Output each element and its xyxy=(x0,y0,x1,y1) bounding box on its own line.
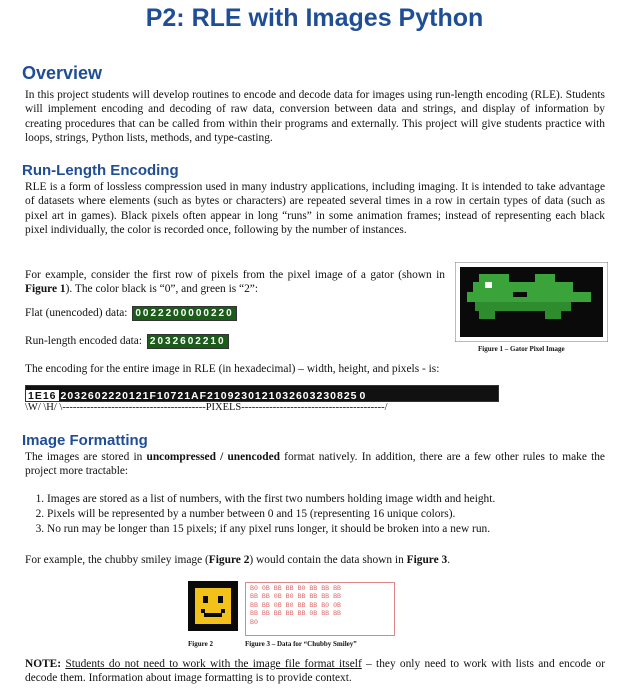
chubby-smiley-image xyxy=(188,581,238,631)
rle-heading: Run-Length Encoding xyxy=(22,162,179,179)
rule-item: 2. Pixels will be represented by a number between 0 and 15 (representing 16 unique colors). xyxy=(47,507,607,522)
encoding-legend: \W/ \H/ \-----------------------------------------PIXELS-----------------------------------------/ xyxy=(25,402,388,413)
hex-row: BB BB BB BB BB 0B BB BB xyxy=(250,610,342,618)
hex-width-height: 1E16 xyxy=(28,390,57,402)
gator-example-intro: For example, consider the first row of pixels from the pixel image of a gator (shown in Figure 1). The color black is “0”, and green is “2”: xyxy=(25,269,445,296)
gator-pixel-image xyxy=(455,262,608,342)
hex-encoding-strip: 1E16 2032602220121F10721AF2109230121032603230825 0 xyxy=(25,385,499,402)
hex-row: BB BB 0B B0 BB BB BB BB xyxy=(250,593,342,601)
formatting-heading: Image Formatting xyxy=(22,432,148,449)
overview-body: In this project students will develop routines to encode and decode data for images using run-length encoding (RLE). Students will implement encoding and decoding of raw data, conversion between data and strings, and display of information by creating procedures that can be called from within their programs and externally. This project will give students practice with loops, strings, Python lists, methods, and type-casting. xyxy=(25,89,605,144)
smiley-example-intro: For example, the chubby smiley image (Figure 2) would contain the data shown in Figure 3. xyxy=(25,554,451,566)
flat-data-row: Flat (unencoded) data: 0022200000220 xyxy=(25,306,237,321)
hex-row: B0 xyxy=(250,618,258,626)
formatting-body: The images are stored in uncompressed / unencoded format natively. In addition, there are a few other rules to make the project more tractable: xyxy=(25,451,605,478)
hex-pixel-data: 2032602220121F10721AF2109230121032603230825 xyxy=(60,390,358,402)
smiley-hex-data xyxy=(245,582,395,636)
figure2-caption: Figure 2 xyxy=(188,640,213,648)
figure3-caption: Figure 3 – Data for “Chubby Smiley” xyxy=(245,640,357,648)
flat-data-cells: 0022200000220 xyxy=(132,306,236,321)
rule-item: 3. No run may be longer than 15 pixels; if any pixel runs longer, it should be broken into a new run. xyxy=(47,522,607,537)
rle-data-cells: 2032602210 xyxy=(147,334,229,349)
hex-row: B0 0B BB BB B0 BB BB BB xyxy=(250,585,342,592)
rle-data-row: Run-length encoded data: 2032602210 xyxy=(25,334,229,349)
rle-body: RLE is a form of lossless compression used in many industry applications, including imaging. It is intended to take advantage of datasets where elements (such as bytes or characters) are repeated several times in a row in certain types of data (such as pixel art in games). Black pixels often appear in long “runs” in some animation frames; instead of representing each black pixel individually, the color is recorded once, following by the number of instances. xyxy=(25,181,605,236)
note-paragraph: NOTE: Students do not need to work with the image file format itself – they only need to work with lists and encode or decode them. Information about image formatting is to provide context. xyxy=(25,658,605,685)
figure1-caption: Figure 1 – Gator Pixel Image xyxy=(478,345,565,353)
entire-image-intro: The encoding for the entire image in RLE (in hexadecimal) – width, height, and pixels - is: xyxy=(25,363,440,375)
hex-row: BB BB 0B B0 BB BB B0 0B xyxy=(250,601,342,609)
formatting-rules xyxy=(25,492,607,537)
overview-heading: Overview xyxy=(22,63,103,83)
rule-item: 1. Images are stored as a list of numbers, with the first two numbers holding image width and height. xyxy=(47,492,607,507)
page-title: P2: RLE with Images Python xyxy=(145,4,484,32)
